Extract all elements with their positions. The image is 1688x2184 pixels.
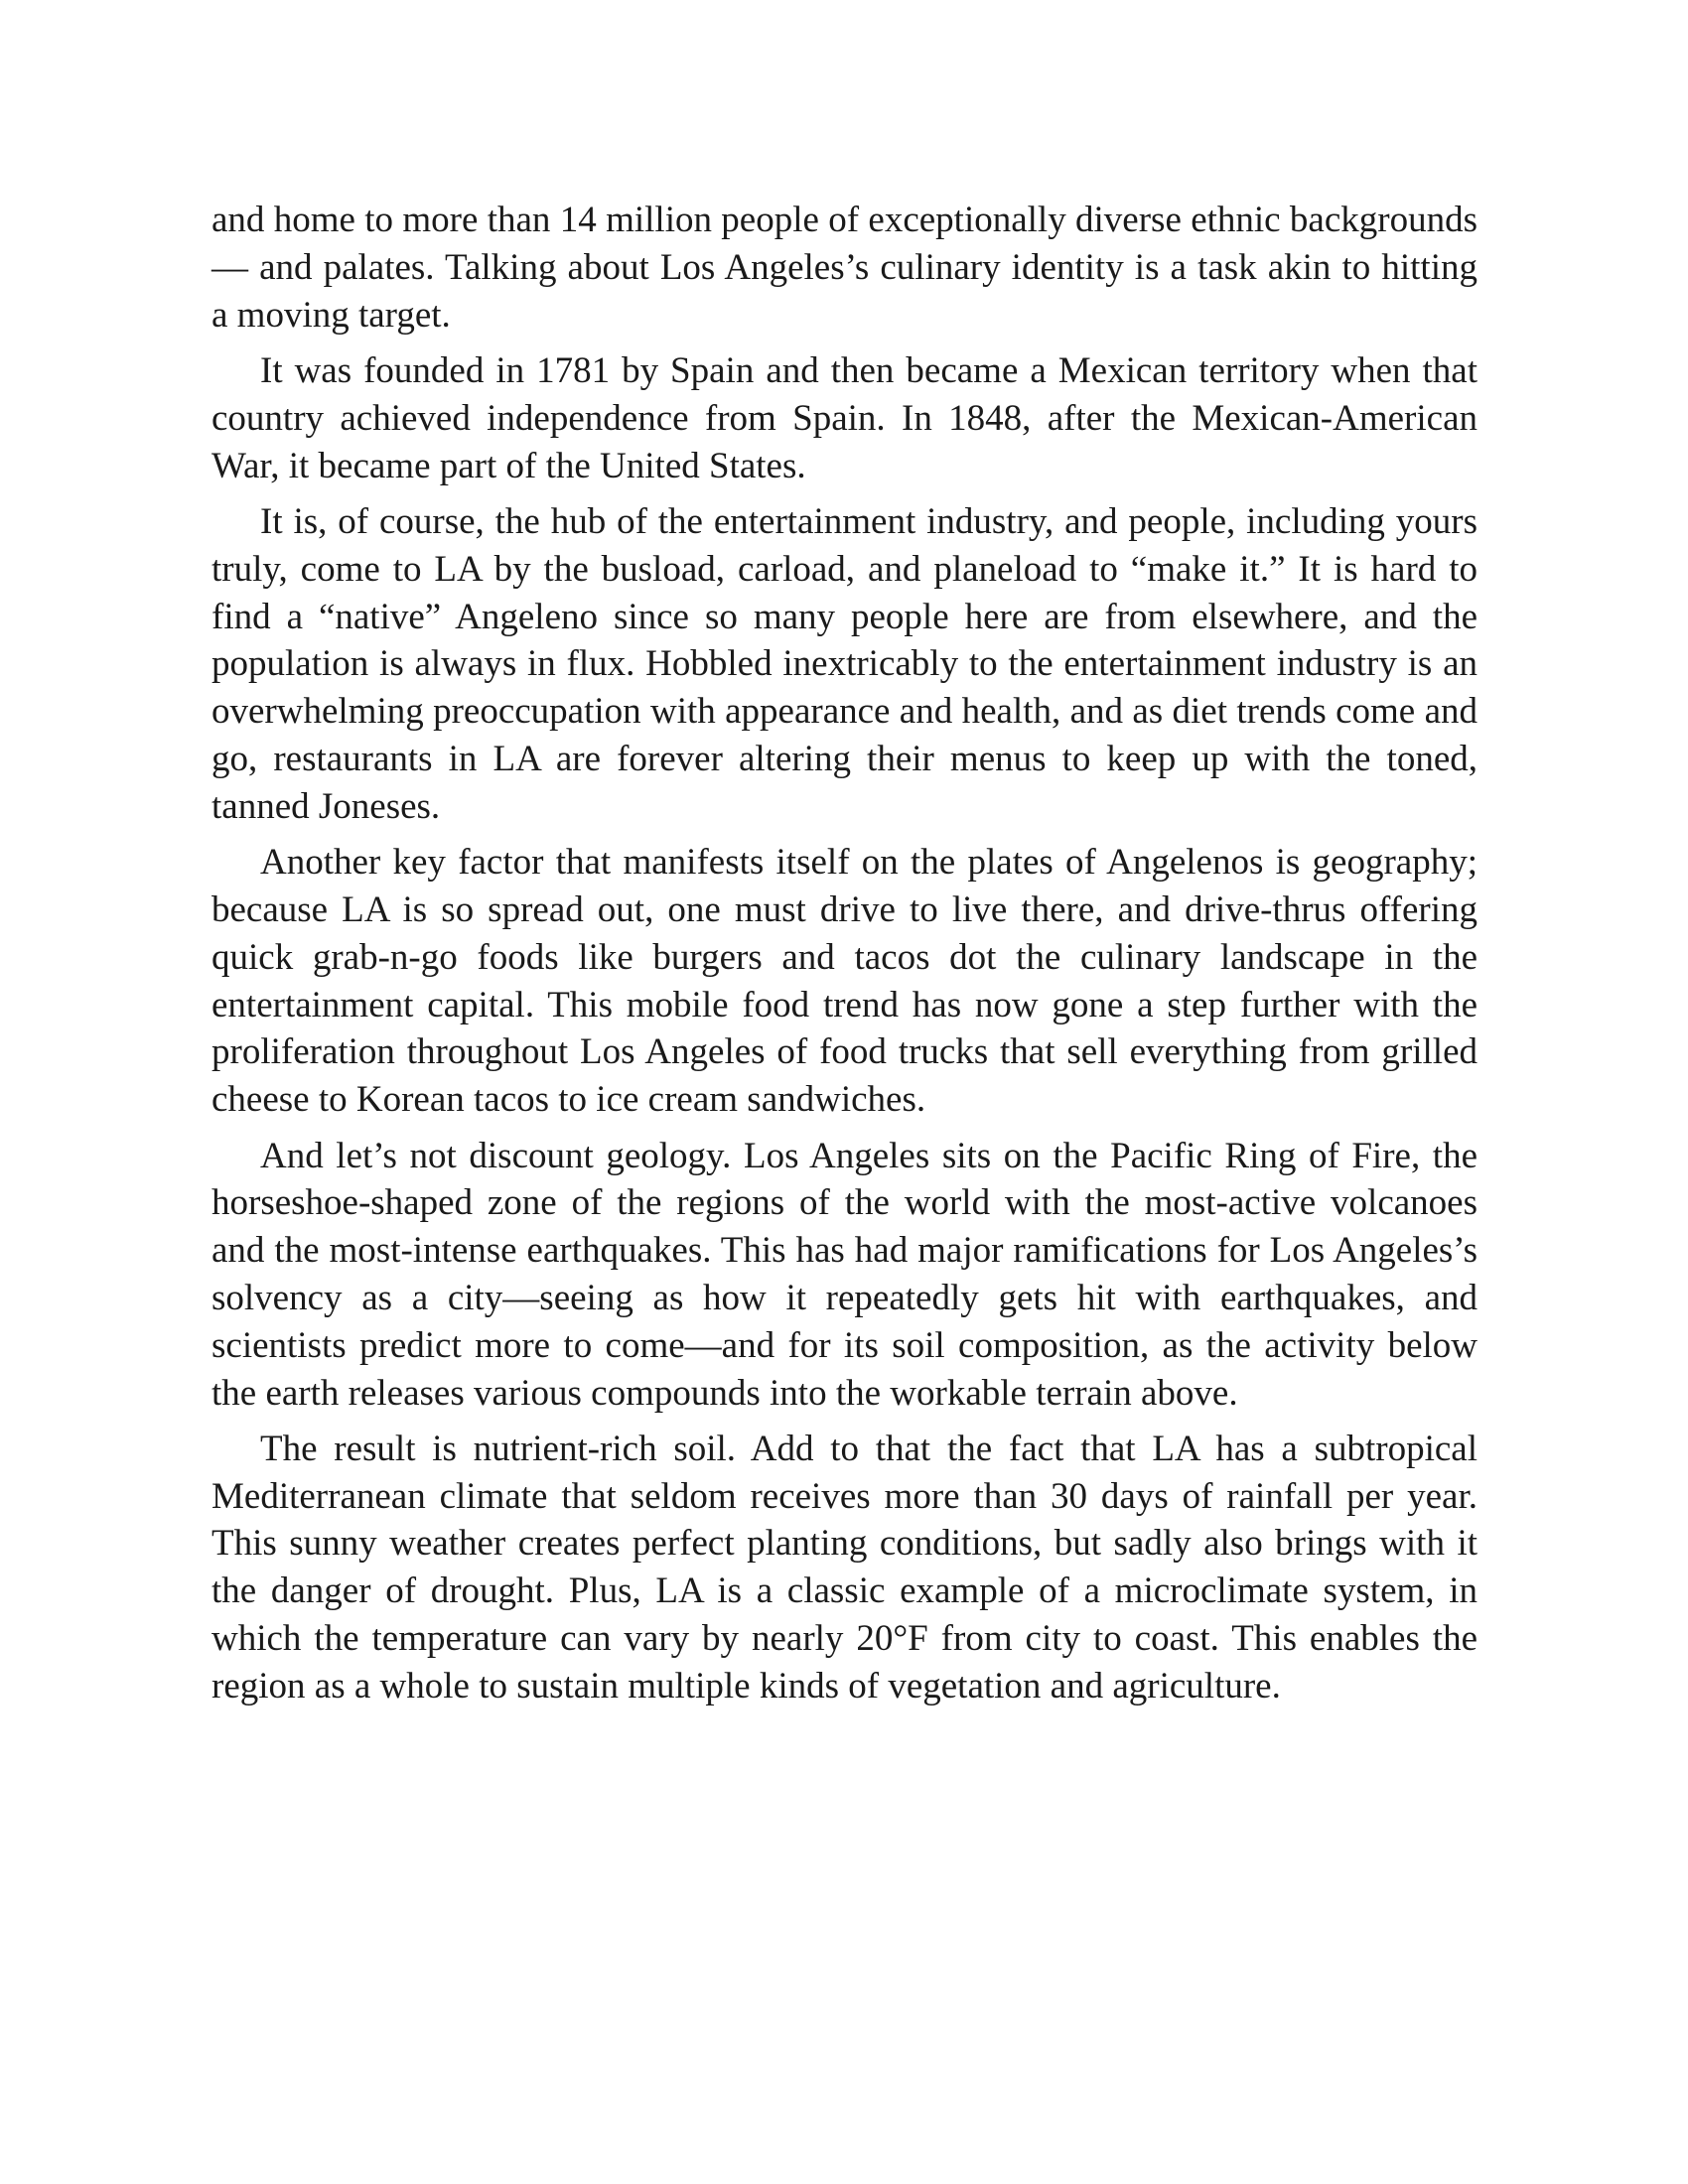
paragraph-geology: And let’s not discount geology. Los Angeles sits on the Pacific Ring of Fire, the horseshoe-shaped zone of the regions of the world with the most-active volcanoes and the most-intense earthquakes. This has had major ramifications for Los Angeles’s solvency as a city—seeing as how it repeatedly gets hit with earthquakes, and scientists predict more to come—and for its soil composition, as the activity below the earth releases various compounds into the workable terrain above. [211, 1135, 1477, 1414]
paragraph-climate: The result is nutrient-rich soil. Add to that the fact that LA has a subtropical Mediterranean climate that seldom receives more than 30 days of rainfall per year. This sunny weather creates perfect planting conditions, but sadly also brings with it the danger of drought. Plus, LA is a classic example of a microclimate system, in which the temperature can vary by nearly 20°F from city to coast. This enables the region as a whole to sustain multiple kinds of vegetation and agriculture. [211, 1428, 1477, 1706]
paragraph-founding: It was founded in 1781 by Spain and then became a Mexican territory when that country achieved independence from Spain. In 1848, after the Mexican-American War, it became part of the United States. [211, 349, 1477, 486]
paragraph-entertainment: It is, of course, the hub of the entertainment industry, and people, including yours truly, come to LA by the busload, carload, and planeload to “make it.” It is hard to find a “native” Angeleno since so many people here are from elsewhere, and the population is always in flux. Hobbled inextricably to the entertainment industry is an overwhelming preoccupation with appearance and health, and as diet trends come and go, restaurants in LA are forever altering their menus to keep up with the toned, tanned Joneses. [211, 500, 1477, 827]
paragraph-geography: Another key factor that manifests itself on the plates of Angelenos is geography; because LA is so spread out, one must drive to live there, and drive-thrus offering quick grab-n-go foods like burgers and tacos dot the culinary landscape in the entertainment capital. This mobile food trend has now gone a step further with the proliferation throughout Los Angeles of food trucks that sell everything from grilled cheese to Korean tacos to ice cream sandwiches. [211, 842, 1477, 1121]
document-page [211, 197, 1477, 1718]
paragraph-continued: and home to more than 14 million people of exceptionally diverse ethnic backgrounds— and palates. Talking about Los Angeles’s culinary identity is a task akin to hitting a moving target. [211, 200, 1477, 336]
